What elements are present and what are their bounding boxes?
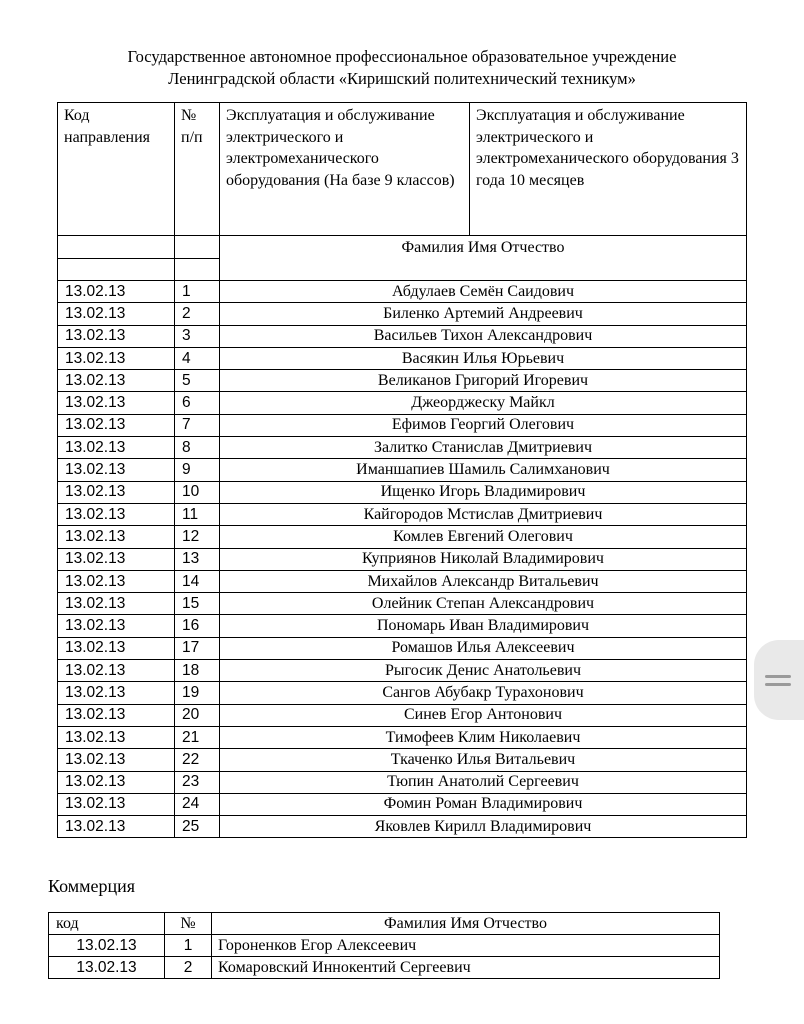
table-row [58, 771, 747, 793]
row-code: 13.02.13 [58, 726, 175, 748]
commerce-header-num: № [165, 913, 212, 935]
row-num: 1 [165, 935, 212, 957]
table-row [58, 570, 747, 592]
header-fio: Фамилия Имя Отчество [220, 236, 747, 281]
empty-cell [58, 259, 175, 281]
row-num: 24 [175, 793, 220, 815]
row-name: Яковлев Кирилл Владимирович [220, 816, 747, 838]
row-code: 13.02.13 [58, 526, 175, 548]
row-num: 5 [175, 370, 220, 392]
row-name: Васильев Тихон Александрович [220, 325, 747, 347]
row-name: Ткаченко Илья Витальевич [220, 749, 747, 771]
table-row [49, 957, 720, 979]
header-spec-2: Эксплуатация и обслуживание электрического и электромеханического оборудования 3 года 10 месяцев [470, 103, 747, 236]
row-name: Тюпин Анатолий Сергеевич [220, 771, 747, 793]
table-row [58, 816, 747, 838]
table-row [58, 414, 747, 436]
header-line-1: Государственное автономное профессиональное образовательное учреждение [127, 47, 677, 66]
row-name: Ромашов Илья Алексеевич [220, 637, 747, 659]
row-num: 21 [175, 726, 220, 748]
row-code: 13.02.13 [58, 593, 175, 615]
row-name: Фомин Роман Владимирович [220, 793, 747, 815]
row-name: Пономарь Иван Владимирович [220, 615, 747, 637]
commerce-header-code: код [49, 913, 165, 935]
header-code: Код направления [58, 103, 175, 236]
row-code: 13.02.13 [49, 935, 165, 957]
row-name: Васякин Илья Юрьевич [220, 347, 747, 369]
row-code: 13.02.13 [58, 281, 175, 303]
document-header [0, 46, 804, 90]
commerce-table [48, 912, 720, 979]
row-num: 6 [175, 392, 220, 414]
row-code: 13.02.13 [58, 615, 175, 637]
table-row [58, 392, 747, 414]
row-num: 2 [165, 957, 212, 979]
table-row [58, 503, 747, 525]
table-row [58, 459, 747, 481]
table-row [58, 370, 747, 392]
row-name: Комлев Евгений Олегович [220, 526, 747, 548]
row-code: 13.02.13 [58, 437, 175, 459]
table-row [58, 481, 747, 503]
row-code: 13.02.13 [58, 414, 175, 436]
table-row [58, 347, 747, 369]
row-num: 19 [175, 682, 220, 704]
row-num: 9 [175, 459, 220, 481]
row-name: Тимофеев Клим Николаевич [220, 726, 747, 748]
row-num: 16 [175, 615, 220, 637]
header-num: № п/п [175, 103, 220, 236]
table-row [58, 437, 747, 459]
row-num: 15 [175, 593, 220, 615]
row-name: Гороненков Егор Алексеевич [212, 935, 720, 957]
row-code: 13.02.13 [58, 347, 175, 369]
row-num: 3 [175, 325, 220, 347]
row-num: 10 [175, 481, 220, 503]
row-name: Ефимов Георгий Олегович [220, 414, 747, 436]
main-rows [58, 281, 747, 838]
row-name: Иманшапиев Шамиль Салимханович [220, 459, 747, 481]
table-row [58, 793, 747, 815]
table-row [58, 615, 747, 637]
row-name: Комаровский Иннокентий Сергеевич [212, 957, 720, 979]
row-code: 13.02.13 [58, 793, 175, 815]
row-num: 11 [175, 503, 220, 525]
row-num: 1 [175, 281, 220, 303]
table-row [58, 637, 747, 659]
row-code: 13.02.13 [58, 459, 175, 481]
table-row [58, 548, 747, 570]
row-code: 13.02.13 [58, 325, 175, 347]
empty-cell [175, 236, 220, 259]
empty-cell [58, 236, 175, 259]
row-name: Кайгородов Мстислав Дмитриевич [220, 503, 747, 525]
row-num: 25 [175, 816, 220, 838]
row-num: 2 [175, 303, 220, 325]
header-line-2: Ленинградской области «Киришский политехнический техникум» [168, 69, 636, 88]
table-row [49, 935, 720, 957]
table-row [58, 325, 747, 347]
row-code: 13.02.13 [58, 749, 175, 771]
row-num: 18 [175, 660, 220, 682]
row-code: 13.02.13 [58, 503, 175, 525]
commerce-header-fio: Фамилия Имя Отчество [212, 913, 720, 935]
table-row [58, 593, 747, 615]
row-name: Михайлов Александр Витальевич [220, 570, 747, 592]
scroll-handle[interactable] [754, 640, 804, 720]
table-row [58, 749, 747, 771]
header-spec-1: Эксплуатация и обслуживание электрического и электромеханического оборудования (На базе 9 классов) [220, 103, 470, 236]
empty-cell [175, 259, 220, 281]
row-name: Залитко Станислав Дмитриевич [220, 437, 747, 459]
row-name: Джеорджеску Майкл [220, 392, 747, 414]
row-name: Ищенко Игорь Владимирович [220, 481, 747, 503]
row-code: 13.02.13 [58, 370, 175, 392]
row-name: Олейник Степан Александрович [220, 593, 747, 615]
row-code: 13.02.13 [58, 548, 175, 570]
row-code: 13.02.13 [58, 816, 175, 838]
row-name: Биленко Артемий Андреевич [220, 303, 747, 325]
row-code: 13.02.13 [49, 957, 165, 979]
row-name: Сангов Абубакр Турахонович [220, 682, 747, 704]
row-code: 13.02.13 [58, 570, 175, 592]
table-row [58, 526, 747, 548]
row-num: 12 [175, 526, 220, 548]
row-num: 7 [175, 414, 220, 436]
row-code: 13.02.13 [58, 704, 175, 726]
row-code: 13.02.13 [58, 481, 175, 503]
row-num: 13 [175, 548, 220, 570]
row-name: Куприянов Николай Владимирович [220, 548, 747, 570]
row-num: 14 [175, 570, 220, 592]
row-num: 17 [175, 637, 220, 659]
row-num: 20 [175, 704, 220, 726]
row-code: 13.02.13 [58, 303, 175, 325]
table-row [58, 682, 747, 704]
students-table [57, 102, 747, 838]
row-name: Великанов Григорий Игоревич [220, 370, 747, 392]
table-row [58, 726, 747, 748]
row-code: 13.02.13 [58, 637, 175, 659]
row-name: Абдулаев Семён Саидович [220, 281, 747, 303]
row-num: 8 [175, 437, 220, 459]
commerce-rows [49, 935, 720, 979]
table-row [58, 303, 747, 325]
table-row [58, 281, 747, 303]
row-code: 13.02.13 [58, 771, 175, 793]
table-row [58, 660, 747, 682]
table-row [58, 704, 747, 726]
commerce-title: Коммерция [48, 876, 136, 896]
row-code: 13.02.13 [58, 660, 175, 682]
row-name: Синев Егор Антонович [220, 704, 747, 726]
row-code: 13.02.13 [58, 682, 175, 704]
row-num: 23 [175, 771, 220, 793]
row-num: 4 [175, 347, 220, 369]
row-code: 13.02.13 [58, 392, 175, 414]
row-num: 22 [175, 749, 220, 771]
row-name: Рыгосик Денис Анатольевич [220, 660, 747, 682]
